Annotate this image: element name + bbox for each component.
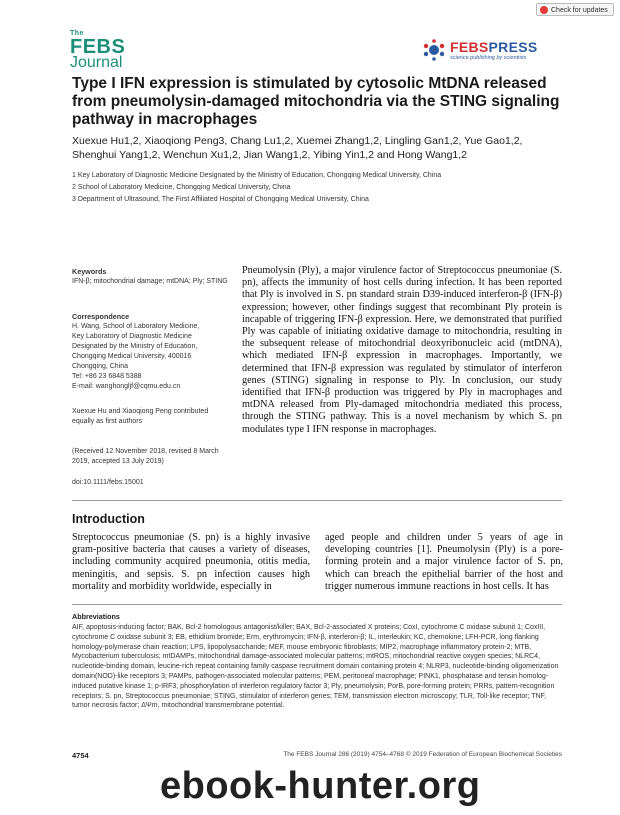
- press-name-press: PRESS: [488, 39, 538, 55]
- correspondence-line: Chongqing, China: [72, 363, 129, 370]
- correspondence-email[interactable]: E-mail: wanghongljf@cqmu.edu.cn: [72, 383, 181, 390]
- journal-logo: [70, 30, 160, 70]
- introduction-column-2: aged people and children under 5 years of age in developing countries [1]. Pneumolysin (Ply) is a pore-forming protein and a major virulence factor of S. pn, which can breach the epithelial barrier of the host and trigger numerous immune reactions in host cells. It has: [325, 532, 563, 592]
- authors-line-1: Xuexue Hu1,2, Xiaoqiong Peng3, Chang Lu1,2, Xuemei Zhang1,2, Lingling Gan1,2, Yue Gao1,2,: [72, 135, 523, 147]
- article-title: Type I IFN expression is stimulated by cytosolic MtDNA released from pneumolysin-damaged mitochondria via the STING signaling pathway in macrophages: [72, 75, 560, 128]
- check-updates-icon: [540, 6, 548, 14]
- abbreviations-heading: Abbreviations: [72, 612, 120, 621]
- correspondence-phone: Tel: +86 23 6848 5388: [72, 373, 142, 380]
- correspondence-line: H. Wang, School of Laboratory Medicine,: [72, 323, 200, 330]
- author-list: [72, 135, 572, 162]
- keywords-heading: Keywords: [72, 267, 107, 276]
- contribution-note: Xuexue Hu and Xiaoqiong Peng contributed equally as first authors: [72, 408, 209, 425]
- keywords-block: [72, 267, 232, 287]
- introduction-column-1: Streptococcus pneumoniae (S. pn) is a highly invasive gram-positive bacteria that causes a variety of diseases, including community acquired pneumonia, otitis media, meningitis, and sepsis. S. pn infection causes high mortality and morbidity worldwide, especially in: [72, 532, 310, 592]
- correspondence-block: [72, 312, 232, 392]
- logo-journal: Journal: [70, 54, 123, 71]
- press-name: [450, 39, 538, 55]
- doi-link[interactable]: doi:10.1111/febs.15001: [72, 479, 144, 486]
- press-tagline: science publishing by scientists: [450, 55, 527, 61]
- section-divider: [72, 500, 562, 501]
- febs-press-dots-icon: [422, 38, 446, 62]
- correspondence-heading: Correspondence: [72, 312, 130, 321]
- febs-press-logo: [422, 38, 552, 64]
- correspondence-line: Designated by the Ministry of Education,: [72, 343, 198, 350]
- affiliation-2: 2 School of Laboratory Medicine, Chongqing Medical University, China: [72, 184, 291, 191]
- logo-febs: FEBS: [70, 36, 126, 58]
- affiliation-3: 3 Department of Ultrasound, The First Affiliated Hospital of Chongqing Medical University, China: [72, 196, 369, 203]
- watermark-logo: ebook-hunter.org: [160, 765, 481, 807]
- logo-the: The: [70, 30, 84, 37]
- authors-line-2: Shenghui Yang1,2, Wenchun Xu1,2, Jian Wang1,2, Yibing Yin1,2 and Hong Wang1,2: [72, 148, 468, 161]
- keywords-text: IFN-β; mitochondrial damage; mtDNA; Ply; STING: [72, 278, 228, 285]
- page-number: 4754: [72, 751, 89, 760]
- correspondence-line: Key Laboratory of Diagnostic Medicine: [72, 333, 192, 340]
- abbreviations-divider: [72, 604, 562, 605]
- affiliation-1: 1 Key Laboratory of Diagnostic Medicine Designated by the Ministry of Education, Chongqing Medical University, China: [72, 172, 442, 179]
- received-dates: (Received 12 November 2018, revised 8 March 2019, accepted 13 July 2019): [72, 448, 219, 465]
- check-updates-label: Check for updates: [551, 7, 608, 14]
- check-for-updates-button[interactable]: [536, 3, 614, 16]
- introduction-heading: Introduction: [72, 512, 145, 526]
- affiliations: [72, 170, 582, 206]
- correspondence-line: Chongqing Medical University, 400016: [72, 353, 192, 360]
- press-name-febs: FEBS: [450, 39, 489, 55]
- abbreviations-text: AIF, apoptosis-inducing factor; BAK, Bcl-2 homologous antagonist/killer; BAX, Bcl-2-associated X proteins; CoxI, cytochrome C oxidase subunit 1; CoxIII, cytochrome C oxidase subunit 3; EB, ethidium bromide; Erm, erythromycin; IFN-β, interferon-β; IL, interleukin; KC, chemokine; LFH-PCR, long flanking homology-polymerase chain reaction; LPS, lipopolysaccharide; MEF, mouse embryonic fibroblasts; MIP2, macrophage inflammatory protein-2; MTB, Mycobacterium tuberculosis; mtDAMPs, mitochondrial damage-associated molecular patterns; mtROS, mitochondrial reactive oxygen species; NLRC4, nucleotide-binding domain, leucine-rich repeat containing family caspase recruitment domain containing protein 4; NLRP3, nucleotide-binding oligomerization domain(NOD)-like receptors 3; PAMPs, pathogen-associated molecular patterns; PEM, peritoneal macrophage; PINK1, phosphatase and tensin homolog-induced putative kinase 1; p-IRF3, phosphorylation of interferon regulatory factor 3; Ply, pneumolysin; PorB, pore-forming protein; PRRs, pattern-recognition receptors; S. pn, Streptococcus pneumoniae; STING, stimulator of interferon genes; TEM, transmission electron microscopy; TLR, Toll-like receptor; TNF, tumor necrosis factor; ΔΨm, mitochondrial transmembrane potential.: [72, 624, 559, 710]
- abstract-text: Pneumolysin (Ply), a major virulence factor of Streptococcus pneumoniae (S. pn), affects the immunity of host cells during infection. It has been reported that Ply is involved in S. pn standard strain D39-induced interferon-β (IFN-β) expression; however, other findings suggest that recombinant Ply protein is incapable of triggering IFN-β expression. Here, we demonstrated that purified Ply was capable of initiating oxidative damage to mitochondria, resulting in the subsequent release of mitochondrial deoxyribonucleic acid (mtDNA), which mediated IFN-β expression in macrophages. Importantly, we determined that IFN-β expression was regulated by stimulator of interferon genes (STING) signaling in response to Ply. In conclusion, our study identified that IFN-β production was triggered by Ply in macrophages and mtDNA released from Ply-damaged mitochondria mediated this process, through the STING pathway. This is a novel mechanism by which S. pn modulates type I IFN response in macrophages.: [242, 265, 562, 435]
- journal-citation: The FEBS Journal 286 (2019) 4754–4768 © 2019 Federation of European Biochemical Societies: [283, 751, 562, 758]
